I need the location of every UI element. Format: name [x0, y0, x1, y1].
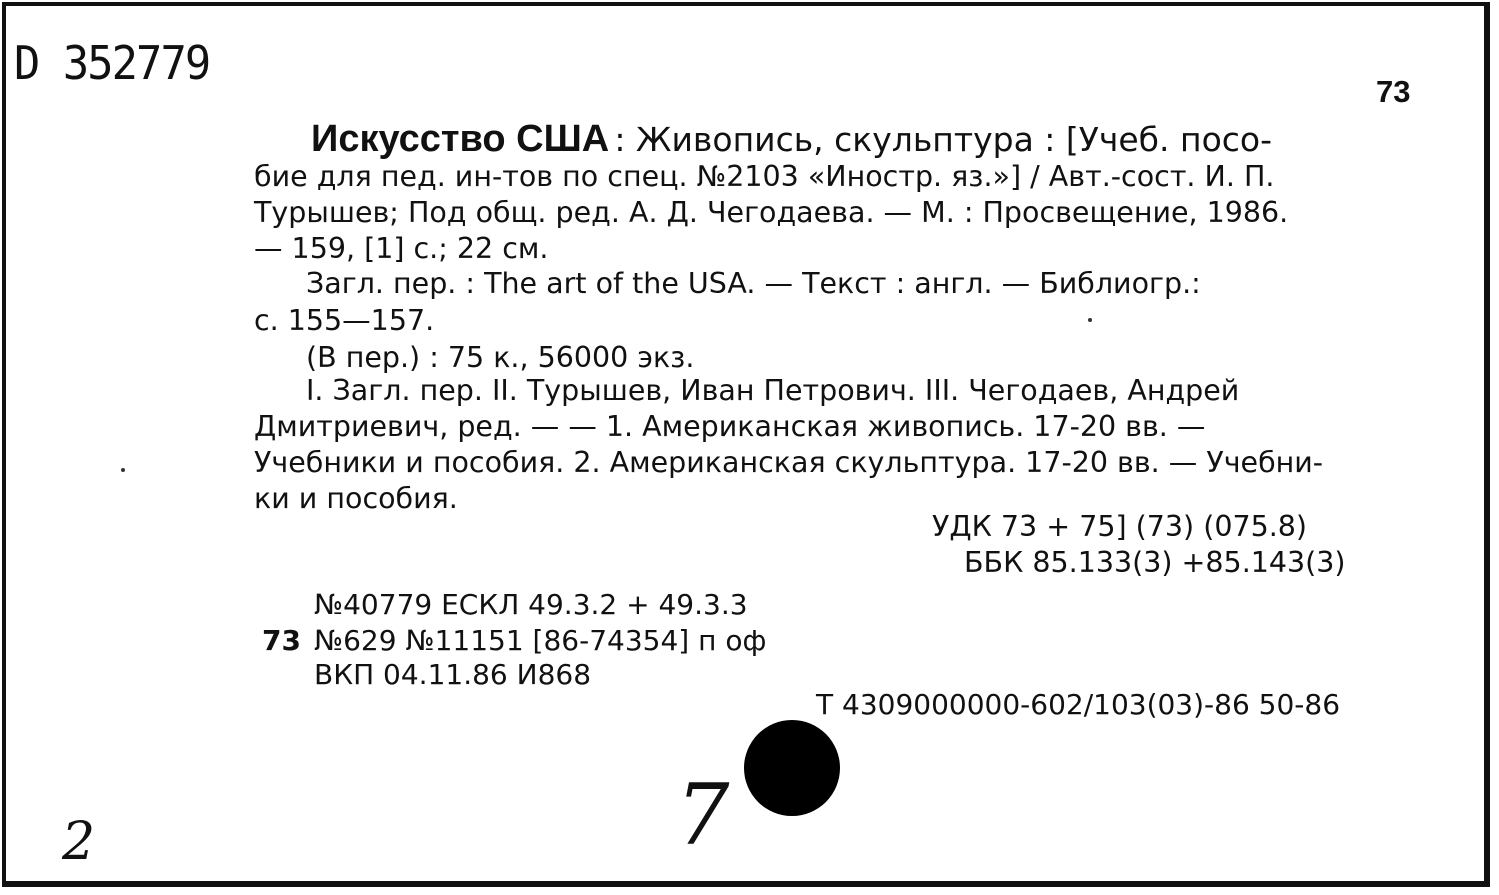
stat-line-2: №629 №11151 [86-74354] п оф [314, 624, 767, 657]
publisher-code: Т 4309000000-602/103(03)-86 50-86 [816, 688, 1341, 721]
stat-class-number: 73 [262, 624, 301, 657]
title-line [311, 118, 1272, 161]
handwritten-2: 2 [62, 812, 96, 872]
accession-number: D 352779 [14, 36, 210, 90]
speck [121, 468, 125, 472]
bbk-code: ББК 85.133(3) +85.143(3) [964, 546, 1346, 579]
tracings-line-9: Дмитриевич, ред. — — 1. Американская живопись. 17-20 вв. — [254, 410, 1206, 443]
description-line-2: бие для пед. ин-тов по спец. №2103 «Иностр. яз.»] / Авт.-сост. И. П. [254, 160, 1275, 193]
tracings-line-8: I. Загл. пер. II. Турышев, Иван Петрович. III. Чегодаев, Андрей [306, 374, 1240, 407]
class-number: 73 [1376, 74, 1411, 109]
udk-code: УДК 73 + 75] (73) (075.8) [932, 510, 1308, 543]
stat-line-1: №40779 ЕСКЛ 49.3.2 + 49.3.3 [314, 588, 748, 621]
tracings-line-10: Учебники и пособия. 2. Американская скульптура. 17-20 вв. — Учебни- [254, 446, 1324, 479]
description-line-3: Турышев; Под общ. ред. А. Д. Чегодаева. — М. : Просвещение, 1986. [254, 196, 1289, 229]
catalog-card [2, 2, 1490, 887]
speck [1088, 318, 1092, 322]
note-line-6: с. 155—157. [254, 304, 435, 337]
description-line-4: — 159, [1] с.; 22 см. [254, 232, 549, 265]
note-line-5: Загл. пер. : The art of the USA. — Текст : англ. — Библиогр.: [306, 267, 1201, 300]
handwritten-7: 7 [676, 766, 730, 864]
title-bold: Искусство США [311, 118, 610, 160]
tracings-line-11: ки и пособия. [254, 482, 458, 515]
title-rest: : Живопись, скульптура : [Учеб. посо- [614, 120, 1273, 159]
price-line: (В пер.) : 75 к., 56000 экз. [306, 341, 695, 374]
stat-line-3: ВКП 04.11.86 И868 [314, 658, 592, 691]
ink-blot [744, 720, 840, 816]
